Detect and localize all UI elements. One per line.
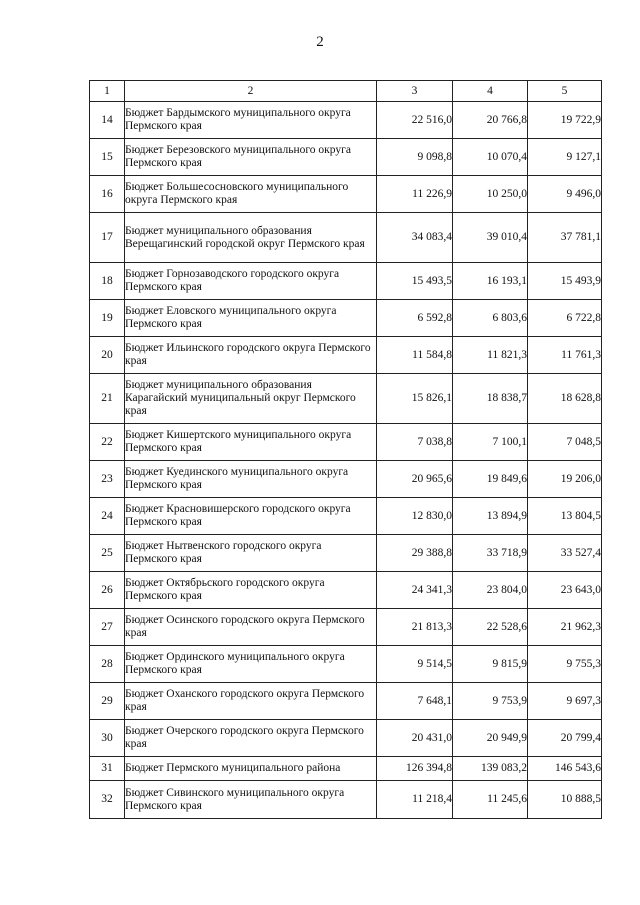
value-col-3: 126 394,8 <box>377 757 453 781</box>
value-col-4: 23 804,0 <box>453 572 528 609</box>
value-col-3: 7 038,8 <box>377 424 453 461</box>
budget-name: Бюджет Пермского муниципального района <box>125 757 377 781</box>
value-col-3: 20 431,0 <box>377 720 453 757</box>
value-col-5: 9 127,1 <box>528 139 602 176</box>
value-col-3: 11 226,9 <box>377 176 453 213</box>
budget-name: Бюджет Березовского муниципального округа Пермского края <box>125 139 377 176</box>
value-col-4: 11 245,6 <box>453 781 528 819</box>
value-col-3: 21 813,3 <box>377 609 453 646</box>
header-col-4: 4 <box>453 81 528 102</box>
value-col-3: 15 493,5 <box>377 263 453 300</box>
table-row <box>90 176 602 213</box>
value-col-4: 16 193,1 <box>453 263 528 300</box>
value-col-3: 15 826,1 <box>377 374 453 424</box>
budget-name: Бюджет Кишертского муниципального округа Пермского края <box>125 424 377 461</box>
value-col-3: 6 592,8 <box>377 300 453 337</box>
budget-name: Бюджет Бардымского муниципального округа Пермского края <box>125 102 377 139</box>
budget-name: Бюджет Куединского муниципального округа Пермского края <box>125 461 377 498</box>
value-col-5: 9 697,3 <box>528 683 602 720</box>
value-col-3: 34 083,4 <box>377 213 453 263</box>
table-row <box>90 374 602 424</box>
row-number: 23 <box>90 461 125 498</box>
table-row <box>90 424 602 461</box>
value-col-3: 7 648,1 <box>377 683 453 720</box>
value-col-5: 18 628,8 <box>528 374 602 424</box>
row-number: 28 <box>90 646 125 683</box>
value-col-4: 20 766,8 <box>453 102 528 139</box>
value-col-5: 21 962,3 <box>528 609 602 646</box>
value-col-5: 6 722,8 <box>528 300 602 337</box>
value-col-5: 9 755,3 <box>528 646 602 683</box>
value-col-3: 11 218,4 <box>377 781 453 819</box>
table-row <box>90 535 602 572</box>
value-col-5: 19 206,0 <box>528 461 602 498</box>
value-col-5: 7 048,5 <box>528 424 602 461</box>
table-row <box>90 213 602 263</box>
value-col-4: 13 894,9 <box>453 498 528 535</box>
value-col-4: 10 250,0 <box>453 176 528 213</box>
row-number: 15 <box>90 139 125 176</box>
table-row <box>90 572 602 609</box>
table-row <box>90 102 602 139</box>
value-col-5: 23 643,0 <box>528 572 602 609</box>
value-col-3: 20 965,6 <box>377 461 453 498</box>
value-col-4: 6 803,6 <box>453 300 528 337</box>
table-row <box>90 263 602 300</box>
row-number: 27 <box>90 609 125 646</box>
table-row <box>90 300 602 337</box>
budget-name: Бюджет Нытвенского городского округа Пермского края <box>125 535 377 572</box>
budget-name: Бюджет муниципального образования Карагайский муниципальный округ Пермского края <box>125 374 377 424</box>
table-header-row <box>90 81 602 102</box>
budget-name: Бюджет Еловского муниципального округа Пермского края <box>125 300 377 337</box>
row-number: 21 <box>90 374 125 424</box>
budget-name: Бюджет Большесосновского муниципального округа Пермского края <box>125 176 377 213</box>
value-col-4: 20 949,9 <box>453 720 528 757</box>
table-row <box>90 337 602 374</box>
value-col-4: 9 753,9 <box>453 683 528 720</box>
row-number: 18 <box>90 263 125 300</box>
value-col-5: 37 781,1 <box>528 213 602 263</box>
budget-name: Бюджет Сивинского муниципального округа Пермского края <box>125 781 377 819</box>
row-number: 20 <box>90 337 125 374</box>
value-col-4: 10 070,4 <box>453 139 528 176</box>
table-row <box>90 609 602 646</box>
value-col-5: 33 527,4 <box>528 535 602 572</box>
table-row <box>90 720 602 757</box>
row-number: 25 <box>90 535 125 572</box>
value-col-5: 10 888,5 <box>528 781 602 819</box>
row-number: 24 <box>90 498 125 535</box>
row-number: 26 <box>90 572 125 609</box>
budget-name: Бюджет Очерского городского округа Пермского края <box>125 720 377 757</box>
budget-name: Бюджет Октябрьского городского округа Пермского края <box>125 572 377 609</box>
header-col-1: 1 <box>90 81 125 102</box>
budget-table <box>89 80 602 819</box>
value-col-4: 33 718,9 <box>453 535 528 572</box>
row-number: 22 <box>90 424 125 461</box>
value-col-4: 139 083,2 <box>453 757 528 781</box>
budget-name: Бюджет Ординского муниципального округа Пермского края <box>125 646 377 683</box>
header-col-2: 2 <box>125 81 377 102</box>
row-number: 30 <box>90 720 125 757</box>
page-number: 2 <box>316 34 324 50</box>
table-body <box>90 102 602 819</box>
budget-name: Бюджет Горнозаводского городского округа Пермского края <box>125 263 377 300</box>
value-col-5: 13 804,5 <box>528 498 602 535</box>
table-row <box>90 498 602 535</box>
value-col-4: 22 528,6 <box>453 609 528 646</box>
value-col-3: 22 516,0 <box>377 102 453 139</box>
value-col-3: 24 341,3 <box>377 572 453 609</box>
row-number: 29 <box>90 683 125 720</box>
value-col-3: 29 388,8 <box>377 535 453 572</box>
row-number: 32 <box>90 781 125 819</box>
budget-name: Бюджет Осинского городского округа Пермского края <box>125 609 377 646</box>
value-col-4: 18 838,7 <box>453 374 528 424</box>
value-col-3: 9 098,8 <box>377 139 453 176</box>
header-col-5: 5 <box>528 81 602 102</box>
value-col-4: 39 010,4 <box>453 213 528 263</box>
value-col-4: 11 821,3 <box>453 337 528 374</box>
value-col-5: 15 493,9 <box>528 263 602 300</box>
budget-name: Бюджет Красновишерского городского округа Пермского края <box>125 498 377 535</box>
value-col-5: 146 543,6 <box>528 757 602 781</box>
value-col-5: 11 761,3 <box>528 337 602 374</box>
row-number: 31 <box>90 757 125 781</box>
value-col-4: 9 815,9 <box>453 646 528 683</box>
row-number: 17 <box>90 213 125 263</box>
value-col-5: 9 496,0 <box>528 176 602 213</box>
header-col-3: 3 <box>377 81 453 102</box>
value-col-4: 19 849,6 <box>453 461 528 498</box>
budget-name: Бюджет Ильинского городского округа Пермского края <box>125 337 377 374</box>
value-col-5: 20 799,4 <box>528 720 602 757</box>
table-row <box>90 646 602 683</box>
budget-name: Бюджет Оханского городского округа Пермского края <box>125 683 377 720</box>
value-col-3: 9 514,5 <box>377 646 453 683</box>
budget-name: Бюджет муниципального образования Верещагинский городской округ Пермского края <box>125 213 377 263</box>
table-row <box>90 757 602 781</box>
value-col-4: 7 100,1 <box>453 424 528 461</box>
table-row <box>90 781 602 819</box>
row-number: 19 <box>90 300 125 337</box>
table-row <box>90 683 602 720</box>
value-col-3: 12 830,0 <box>377 498 453 535</box>
value-col-5: 19 722,9 <box>528 102 602 139</box>
table-row <box>90 139 602 176</box>
table-row <box>90 461 602 498</box>
row-number: 14 <box>90 102 125 139</box>
row-number: 16 <box>90 176 125 213</box>
value-col-3: 11 584,8 <box>377 337 453 374</box>
